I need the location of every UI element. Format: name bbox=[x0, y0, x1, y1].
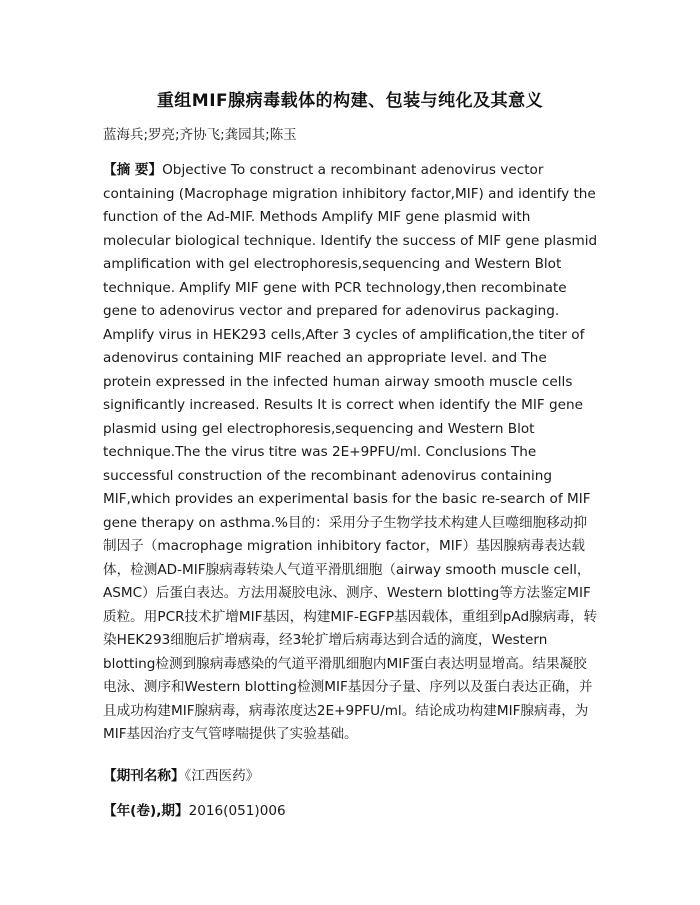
abstract-block bbox=[103, 159, 598, 747]
issue-label: 【年(卷),期】 bbox=[103, 803, 189, 819]
abstract-text: Objective To construct a recombinant adenovirus vector containing (Macrophage migration inhibitory factor,MIF) and identify the function of the Ad-MIF. Methods Amplify MIF gene plasmid with molecular biological technique. Identify the success of MIF gene plasmid amplification with gel electrophoresis,sequencing and Western Blot technique. Amplify MIF gene with PCR technology,then recombinate gene to adenovirus vector and prepared for adenovirus packaging. Amplify virus in HEK293 cells,After 3 cycles of amplification,the titer of adenovirus containing MIF reached an appropriate level. and The protein expressed in the infected human airway smooth muscle cells significantly increased. Results It is correct when identify the MIF gene plasmid using gel electrophoresis,sequencing and Western Blot technique.The the virus titre was 2E+9PFU/ml. Conclusions The successful construction of the recombinant adenovirus containing MIF,which provides an experimental basis for the basic re-search of MIF gene therapy on asthma.%目的：采用分子生物学技术构建人巨噬细胞移动抑制因子（macrophage migration inhibitory factor，MIF）基因腺病毒表达载体，检测AD-MIF腺病毒转染人气道平滑肌细胞（airway smooth muscle cell，ASMC）后蛋白表达。方法用凝胶电泳、测序、Western blotting等方法鉴定MIF质粒。用PCR技术扩增MIF基因，构建MIF-EGFP基因载体，重组到pAd腺病毒，转染HEK293细胞后扩增病毒，经3轮扩增后病毒达到合适的滴度，Western blotting检测到腺病毒感染的气道平滑肌细胞内MIF蛋白表达明显增高。结果凝胶电泳、测序和Western blotting检测MIF基因分子量、序列以及蛋白表达正确，并且成功构建MIF腺病毒，病毒浓度达2E+9PFU/ml。结论成功构建MIF腺病毒，为MIF基因治疗支气管哮喘提供了实验基础。 bbox=[103, 162, 598, 742]
journal-label: 【期刊名称】 bbox=[103, 768, 185, 784]
journal-name: 《江西医药》 bbox=[184, 768, 260, 784]
issue-value: 2016(051)006 bbox=[188, 803, 286, 819]
author-list: 蓝海兵;罗亮;齐协飞;龚园其;陈玉 bbox=[103, 127, 297, 143]
abstract-label: 【摘 要】 bbox=[103, 162, 163, 178]
paper-title: 重组MIF腺病毒载体的构建、包装与纯化及其意义 bbox=[156, 91, 544, 111]
issue-info bbox=[103, 799, 286, 819]
journal-info bbox=[103, 764, 259, 784]
